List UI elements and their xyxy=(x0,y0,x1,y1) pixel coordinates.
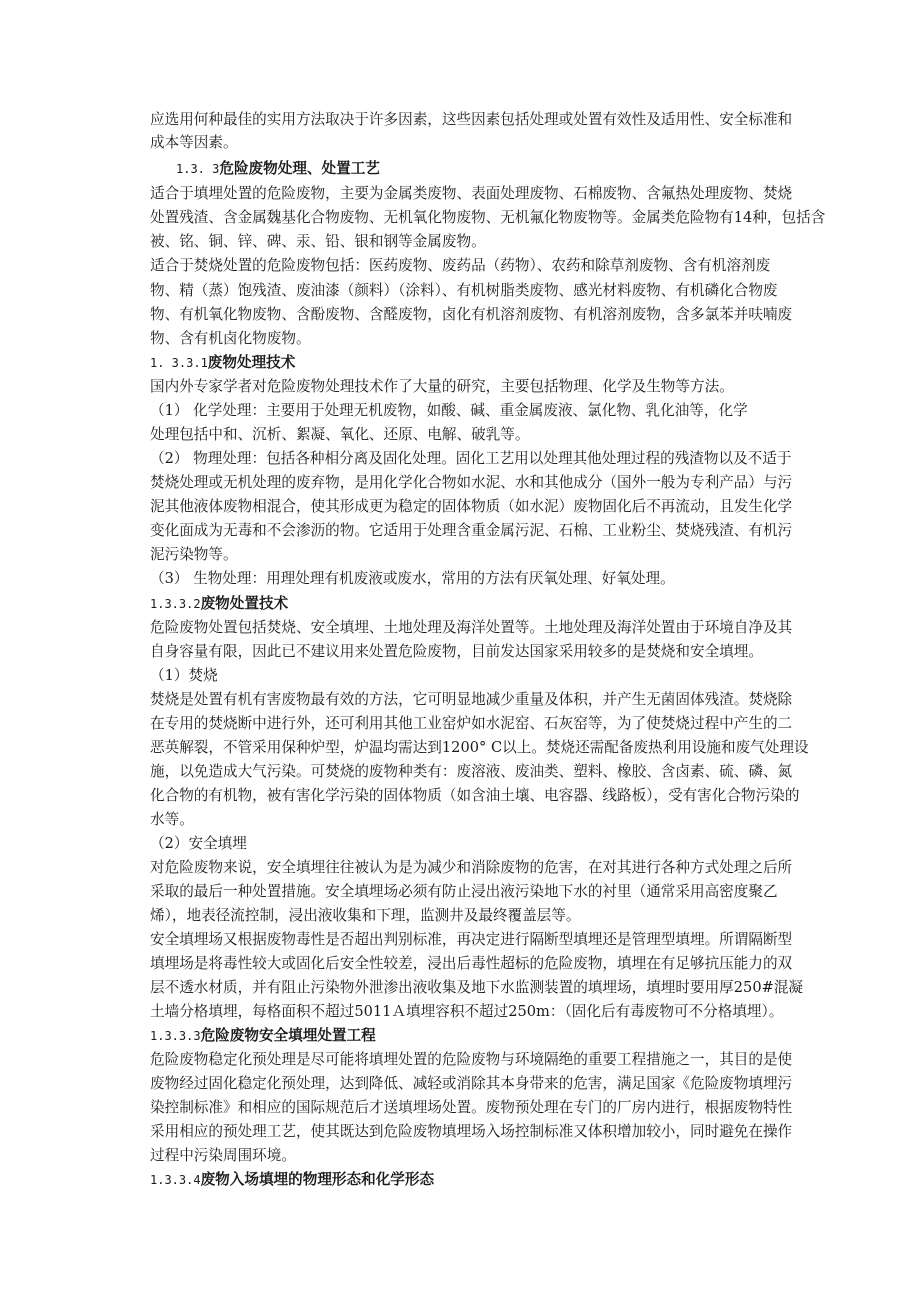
paragraph-line: 采取的最后一种处置措施。安全填埋场必须有防止浸出液污染地下水的衬里（通常采用高密度聚乙 xyxy=(150,883,778,900)
paragraph-line: 烯），地表径流控制，浸出液收集和下理，监测井及最终覆盖层等。 xyxy=(150,907,581,924)
paragraph-line: 成本等因素。 xyxy=(150,134,238,151)
section-title: 废物处理技术 xyxy=(207,354,296,371)
paragraph-line: 焚烧是处置有机有害废物最有效的方法，它可明显地减少重量及体积，并产生无菌固体残渣。焚烧除 xyxy=(150,691,793,708)
section-heading xyxy=(150,593,288,615)
section-number: 1. 3.3.1 xyxy=(150,356,208,370)
paragraph-line: 处理包括中和、沉析、絮凝、氧化、还原、电解、破乳等。 xyxy=(150,426,530,443)
section-number: 1.3. 3 xyxy=(176,162,220,176)
paragraph-line: 采用相应的预处理工艺，使其既达到危险废物填埋场入场控制标准又体积增加较小，同时避免在操作 xyxy=(150,1123,793,1140)
paragraph-line: 物、含有机卤化物废物。 xyxy=(150,330,311,347)
section-number: 1.3.3.2 xyxy=(150,597,201,611)
paragraph-line: 国内外专家学者对危险废物处理技术作了大量的研究，主要包括物理、化学及生物等方法。 xyxy=(150,378,734,395)
paragraph-line: 处置残渣、含金属魏基化合物废物、无机氧化物废物、无机氟化物废物等。金属类危险物有14种，包括含 xyxy=(150,209,826,226)
paragraph-line: 焚烧处理或无机处理的废弃物，是用化学化合物如水泥、水和其他成分（国外一般为专利产品）与污 xyxy=(150,474,793,491)
paragraph-line: 泥污染物等。 xyxy=(150,546,238,563)
section-title: 废物入场填埋的物理形态和化学形态 xyxy=(200,1171,435,1188)
section-heading xyxy=(150,1169,434,1191)
section-heading xyxy=(150,352,295,374)
paragraph-line: （1）焚烧 xyxy=(150,667,218,684)
section-number: 1.3.3.3 xyxy=(150,1029,201,1043)
paragraph-line: 层不透水材质，并有阻止污染物外泄渗出液收集及地下水监测装置的填埋场，填埋时要用厚250#混凝 xyxy=(150,979,804,996)
paragraph-line: 危险废物稳定化预处理是尽可能将填埋处置的危险废物与环境隔绝的重要工程措施之一，其目的是使 xyxy=(150,1051,793,1068)
section-number: 1.3.3.4 xyxy=(150,1173,201,1187)
paragraph-line: 安全填埋场又根据废物毒性是否超出判别标准，再决定进行隔断型填埋还是管理型填埋。所谓隔断型 xyxy=(150,931,793,948)
paragraph-line: 应选用何种最佳的实用方法取决于许多因素，这些因素包括处理或处置有效性及适用性、安全标准和 xyxy=(150,111,793,128)
paragraph-line: 恶英解裂，不管采用保种炉型，炉温均需达到1200° C以上。焚烧还需配备废热利用设施和废气处理设 xyxy=(150,739,809,756)
paragraph-line: 染控制标准》和相应的国际规范后才送填埋场处置。废物预处理在专门的厂房内进行，根据废物特性 xyxy=(150,1099,793,1116)
paragraph-line: 化合物的有机物，被有害化学污染的固体物质（如含油土壤、电容器、线路板），受有害化合物污染的 xyxy=(150,787,800,804)
paragraph-line: 被、铭、铜、锌、碑、汞、铅、银和钢等金属废物。 xyxy=(150,233,486,250)
paragraph-line: （2）安全填埋 xyxy=(150,835,247,852)
paragraph-line: 过程中污染周围环境。 xyxy=(150,1147,296,1164)
section-heading xyxy=(150,1025,376,1047)
paragraph-line: 变化面成为无毒和不会渗沥的物。它适用于处理含重金属污泥、石棉、工业粉尘、焚烧残渣、有机污 xyxy=(150,522,793,539)
section-heading xyxy=(176,158,380,180)
paragraph-line: 物、精（蒸）饱残渣、废油漆（颜料）（涂料）、有机树脂类废物、感光材料废物、有机磷化合物废 xyxy=(150,282,778,299)
paragraph-line: 适合于焚烧处置的危险废物包括：医药废物、废药品（药物）、农药和除草剂废物、含有机溶剂废 xyxy=(150,257,771,274)
section-title: 危险废物安全填埋处置工程 xyxy=(200,1027,376,1044)
paragraph-line: 自身容量有限，因此已不建议用来处置危险废物，目前发达国家采用较多的是焚烧和安全填埋。 xyxy=(150,643,763,660)
paragraph-line: 物、有机氧化物废物、含酚废物、含醛废物，卤化有机溶剂废物、有机溶剂废物，含多氯苯并呋喃废 xyxy=(150,306,793,323)
paragraph-line: 适合于填埋处置的危险废物，主要为金属类废物、表面处理废物、石棉废物、含氟热处理废物、焚烧 xyxy=(150,185,793,202)
paragraph-line: 危险废物处置包括焚烧、安全填埋、土地处理及海洋处置等。土地处理及海洋处置由于环境自净及其 xyxy=(150,619,793,636)
paragraph-line: 废物经过固化稳定化预处理，达到降低、减轻或消除其本身带来的危害，满足国家《危险废物填埋污 xyxy=(150,1075,793,1092)
paragraph-line: 泥其他液体废物相混合，使其形成更为稳定的固体物质（如水泥）废物固化后不再流动，且发生化学 xyxy=(150,498,793,515)
paragraph-line: 在专用的焚烧断中进行外，还可利用其他工业窑炉如水泥窑、石灰窑等，为了使焚烧过程中产生的二 xyxy=(150,715,793,732)
paragraph-line: 对危险废物来说，安全填埋往往被认为是为减少和消除废物的危害，在对其进行各种方式处理之后所 xyxy=(150,859,793,876)
paragraph-line: （2） 物理处理：包括各种相分离及固化处理。固化工艺用以处理其他处理过程的残渣物以及不适于 xyxy=(150,450,792,467)
section-title: 废物处置技术 xyxy=(200,595,289,612)
section-title: 危险废物处理、处置工艺 xyxy=(219,160,380,177)
paragraph-line: 土墙分格填埋，每格面积不超过5011Ａ填埋容积不超过250m：（固化后有毒废物可不分格填埋）。 xyxy=(150,1003,784,1020)
paragraph-line: （1） 化学处理：主要用于处理无机废物，如酸、碱、重金属废液、氯化物、乳化油等，化学 xyxy=(150,402,748,419)
paragraph-line: 水等。 xyxy=(150,811,194,828)
paragraph-line: 填埋场是将毒性较大或固化后安全性较差，浸出后毒性超标的危险废物，填埋在有足够抗压能力的双 xyxy=(150,955,793,972)
paragraph-line: （3） 生物处理：用理处理有机废液或废水，常用的方法有厌氧处理、好氧处理。 xyxy=(150,570,675,587)
paragraph-line: 施，以免造成大气污染。可焚烧的废物种类有：废溶液、废油类、塑料、橡胶、含卤素、硫、磷、氮 xyxy=(150,763,793,780)
